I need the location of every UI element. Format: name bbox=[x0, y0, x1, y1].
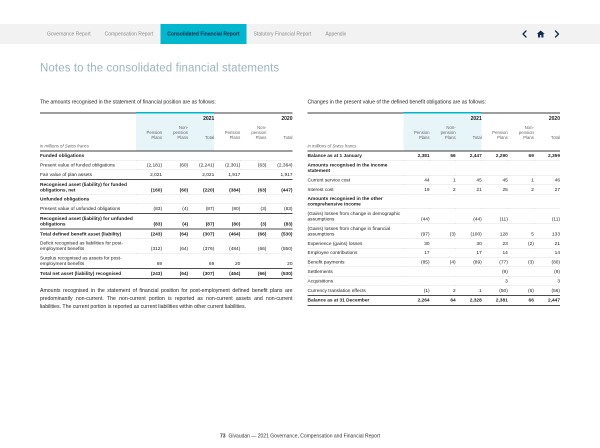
page-footer bbox=[0, 434, 600, 440]
row-label: (Gains) losses from change in demographic assumptions bbox=[308, 209, 404, 224]
cell-value: 14 bbox=[534, 248, 560, 257]
cell-value: (550) bbox=[266, 239, 292, 254]
cell-value: (384) bbox=[214, 179, 240, 194]
cell-value: (3) bbox=[508, 258, 534, 267]
unit-label: in millions of Swiss francs bbox=[40, 142, 136, 151]
cell-value: 14 bbox=[482, 248, 508, 257]
cell-value bbox=[508, 160, 534, 175]
cell-value: (243) bbox=[136, 229, 162, 239]
table-row bbox=[308, 194, 561, 209]
year-header: 2020 bbox=[214, 113, 292, 123]
table-row bbox=[40, 229, 293, 239]
footer-text: Givaudan — 2021 Governance, Compensation and Financial Report bbox=[228, 433, 381, 439]
content-columns bbox=[40, 100, 560, 312]
cell-value: (83) bbox=[136, 204, 162, 214]
row-label: Interest cost bbox=[308, 185, 404, 194]
cell-value bbox=[456, 276, 482, 285]
column-header: Non-pension Plans bbox=[430, 123, 456, 142]
column-header: Pension Plans bbox=[136, 123, 162, 142]
cell-value bbox=[456, 194, 482, 209]
cell-value: (97) bbox=[404, 224, 430, 239]
cell-value: 2,359 bbox=[534, 151, 560, 161]
cell-value: 2,381 bbox=[482, 295, 508, 305]
cell-value: 69 bbox=[188, 254, 214, 269]
cell-value bbox=[162, 195, 188, 204]
row-label: (Gains) losses from change in financial assumptions bbox=[308, 224, 404, 239]
cell-value: (530) bbox=[266, 269, 292, 279]
cell-value: 1 bbox=[508, 175, 534, 184]
cell-value: 23 bbox=[482, 239, 508, 248]
cell-value bbox=[430, 276, 456, 285]
cell-value: 45 bbox=[456, 175, 482, 184]
cell-value bbox=[482, 194, 508, 209]
cell-value: (85) bbox=[404, 258, 430, 267]
column-header: Total bbox=[550, 135, 560, 141]
table-row bbox=[40, 195, 293, 204]
cell-value bbox=[188, 151, 214, 161]
cell-value: 25 bbox=[482, 185, 508, 194]
row-label: Balance as at 1 January bbox=[308, 151, 404, 161]
cell-value: 2,021 bbox=[188, 170, 214, 180]
cell-value bbox=[508, 267, 534, 276]
column-header: Non-pension Plans bbox=[251, 125, 267, 141]
cell-value: 2,381 bbox=[404, 151, 430, 161]
row-label: Present value of funded obligations bbox=[40, 160, 136, 169]
table-row bbox=[308, 258, 561, 267]
cell-value bbox=[482, 160, 508, 175]
cell-value: (2,241) bbox=[188, 160, 214, 169]
cell-value: 45 bbox=[482, 175, 508, 184]
column-header: Non-pension Plans bbox=[518, 125, 534, 141]
table-row bbox=[308, 209, 561, 224]
cell-value: 20 bbox=[214, 254, 240, 269]
cell-value: 69 bbox=[136, 254, 162, 269]
cell-value: (77) bbox=[482, 258, 508, 267]
row-label: Total net asset (liability) recognised bbox=[40, 269, 136, 279]
column-header: Total bbox=[188, 123, 214, 142]
cell-value: 66 bbox=[508, 295, 534, 305]
column-header: Pension Plans bbox=[404, 123, 430, 142]
cell-value: 2 bbox=[430, 185, 456, 194]
year-header: 2021 bbox=[136, 113, 214, 123]
cell-value: (3) bbox=[240, 214, 266, 229]
cell-value: 17 bbox=[404, 248, 430, 257]
cell-value bbox=[508, 194, 534, 209]
cell-value bbox=[266, 195, 292, 204]
tab-governance-report[interactable]: Governance Report bbox=[47, 31, 91, 37]
table-row bbox=[308, 286, 561, 296]
cell-value: (80) bbox=[534, 258, 560, 267]
cell-value: (63) bbox=[240, 179, 266, 194]
cell-value: 1 bbox=[430, 175, 456, 184]
home-icon[interactable] bbox=[537, 30, 546, 38]
cell-value bbox=[404, 276, 430, 285]
cell-value: (83) bbox=[136, 214, 162, 229]
cell-value bbox=[162, 151, 188, 161]
cell-value: (66) bbox=[240, 239, 266, 254]
cell-value: 2,021 bbox=[136, 170, 162, 180]
cell-value: (44) bbox=[404, 209, 430, 224]
cell-value: 30 bbox=[456, 239, 482, 248]
table-row bbox=[308, 239, 561, 248]
cell-value: (307) bbox=[188, 269, 214, 279]
cell-value: (56) bbox=[534, 286, 560, 296]
cell-value: (63) bbox=[240, 160, 266, 169]
cell-value: 1,917 bbox=[266, 170, 292, 180]
cell-value: 30 bbox=[404, 239, 430, 248]
table-row bbox=[308, 160, 561, 175]
cell-value: 2,328 bbox=[456, 295, 482, 305]
cell-value bbox=[430, 194, 456, 209]
cell-value bbox=[430, 239, 456, 248]
cell-value: 19 bbox=[404, 185, 430, 194]
chevron-left-icon[interactable] bbox=[522, 30, 528, 38]
report-page bbox=[0, 24, 600, 448]
cell-value bbox=[456, 160, 482, 175]
row-label: Surplus recognised as assets for post-employment benefits bbox=[40, 254, 136, 269]
financial-position-table bbox=[40, 112, 293, 279]
cell-value: (66) bbox=[240, 229, 266, 239]
cell-value: (100) bbox=[456, 224, 482, 239]
cell-value: 3 bbox=[482, 276, 508, 285]
cell-value: (2,364) bbox=[266, 160, 292, 169]
cell-value bbox=[430, 248, 456, 257]
tab-appendix[interactable]: Appendix bbox=[325, 31, 347, 37]
table-row bbox=[40, 269, 293, 279]
row-label: Benefit payments bbox=[308, 258, 404, 267]
cell-value: (220) bbox=[188, 179, 214, 194]
cell-value bbox=[404, 160, 430, 175]
row-label: Present value of unfunded obligations bbox=[40, 204, 136, 214]
year-header: 2021 bbox=[404, 113, 482, 123]
cell-value: 128 bbox=[482, 224, 508, 239]
table-row bbox=[308, 185, 561, 194]
page-number: 73 bbox=[219, 433, 226, 439]
row-label: Funded obligations bbox=[40, 151, 136, 161]
cell-value bbox=[534, 160, 560, 175]
table-row bbox=[40, 204, 293, 214]
cell-value: (83) bbox=[266, 214, 292, 229]
financial-position-section bbox=[40, 100, 293, 312]
row-label: Settlements bbox=[308, 267, 404, 276]
cell-value: (9) bbox=[482, 267, 508, 276]
cell-value: (530) bbox=[266, 229, 292, 239]
column-header: Total bbox=[283, 135, 293, 141]
cell-value: (11) bbox=[534, 209, 560, 224]
cell-value: (376) bbox=[188, 239, 214, 254]
chevron-right-icon[interactable] bbox=[554, 30, 560, 38]
cell-value: (464) bbox=[214, 229, 240, 239]
cell-value: (4) bbox=[430, 258, 456, 267]
table-row bbox=[40, 160, 293, 169]
cell-value: 133 bbox=[534, 224, 560, 239]
cell-value: 20 bbox=[266, 254, 292, 269]
row-label: Recognised asset (liability) for funded obligations, net bbox=[40, 179, 136, 194]
row-label: Acquisitions bbox=[308, 276, 404, 285]
cell-value: (89) bbox=[456, 258, 482, 267]
cell-value: (3) bbox=[430, 224, 456, 239]
cell-value: (50) bbox=[482, 286, 508, 296]
cell-value: 66 bbox=[430, 151, 456, 161]
nav-icon-group bbox=[522, 24, 561, 44]
cell-value: 21 bbox=[456, 185, 482, 194]
cell-value: (9) bbox=[534, 267, 560, 276]
cell-value: 2,447 bbox=[534, 295, 560, 305]
table-row bbox=[308, 267, 561, 276]
row-label: Amounts recognised in the other comprehensive income bbox=[308, 194, 404, 209]
financial-position-paragraph: Amounts recognised in the statement of financial position for post-employment defined benefit plans are predominantly non-current. The non-current portion is reported as non-current assets and non-current liabilities. The current portion is reported as current liabilities within other current liabilities. bbox=[40, 288, 293, 310]
cell-value bbox=[404, 267, 430, 276]
table-row bbox=[40, 254, 293, 269]
table-row bbox=[308, 248, 561, 257]
row-label: Balance as at 31 December bbox=[308, 295, 404, 305]
cell-value bbox=[430, 209, 456, 224]
row-label: Currency translation effects bbox=[308, 286, 404, 296]
cell-value: 2 bbox=[508, 185, 534, 194]
cell-value bbox=[188, 195, 214, 204]
table-row bbox=[308, 151, 561, 161]
cell-value: (4) bbox=[162, 214, 188, 229]
cell-value: (80) bbox=[214, 214, 240, 229]
top-navigation bbox=[0, 24, 600, 44]
table-row bbox=[308, 175, 561, 184]
row-label: Employee contributions bbox=[308, 248, 404, 257]
cell-value: (44) bbox=[456, 209, 482, 224]
column-header: Pension Plans bbox=[492, 130, 508, 141]
cell-value: (60) bbox=[162, 179, 188, 194]
tab-statutory-financial-report[interactable]: Statutory Financial Report bbox=[253, 31, 312, 37]
cell-value: (160) bbox=[136, 179, 162, 194]
cell-value bbox=[136, 151, 162, 161]
cell-value: (60) bbox=[162, 160, 188, 169]
cell-value bbox=[214, 195, 240, 204]
column-header: Total bbox=[456, 123, 482, 142]
cell-value: (64) bbox=[162, 269, 188, 279]
financial-position-intro: The amounts recognised in the statement of financial position are as follows: bbox=[40, 99, 216, 105]
cell-value: (64) bbox=[162, 239, 188, 254]
cell-value: 2 bbox=[430, 286, 456, 296]
column-header: Pension Plans bbox=[224, 130, 241, 141]
table-row bbox=[308, 295, 561, 305]
row-label: Experience (gains) losses bbox=[308, 239, 404, 248]
cell-value: (64) bbox=[162, 229, 188, 239]
cell-value: (312) bbox=[136, 239, 162, 254]
cell-value bbox=[404, 194, 430, 209]
table-row bbox=[308, 224, 561, 239]
cell-value bbox=[456, 267, 482, 276]
cell-value: (307) bbox=[188, 229, 214, 239]
cell-value: (11) bbox=[482, 209, 508, 224]
cell-value: 2,447 bbox=[456, 151, 482, 161]
cell-value bbox=[266, 151, 292, 161]
cell-value bbox=[240, 195, 266, 204]
cell-value: (66) bbox=[240, 269, 266, 279]
cell-value bbox=[534, 194, 560, 209]
cell-value bbox=[136, 195, 162, 204]
tab-consolidated-financial-report[interactable]: Consolidated Financial Report bbox=[160, 24, 246, 44]
table-row bbox=[40, 179, 293, 194]
table-row bbox=[40, 239, 293, 254]
nav-tabs bbox=[40, 24, 353, 44]
cell-value: (83) bbox=[266, 204, 292, 214]
cell-value: (80) bbox=[214, 204, 240, 214]
cell-value: 17 bbox=[456, 248, 482, 257]
cell-value bbox=[162, 170, 188, 180]
cell-value: 21 bbox=[534, 239, 560, 248]
cell-value: 3 bbox=[534, 276, 560, 285]
cell-value: (87) bbox=[188, 214, 214, 229]
cell-value: 27 bbox=[534, 185, 560, 194]
cell-value bbox=[214, 151, 240, 161]
obligation-changes-table bbox=[308, 112, 561, 306]
page-title: Notes to the consolidated financial statements bbox=[40, 61, 280, 74]
cell-value: 44 bbox=[404, 175, 430, 184]
obligation-changes-section bbox=[308, 100, 561, 312]
row-label: Total defined benefit asset (liability) bbox=[40, 229, 136, 239]
row-label: Fair value of plan assets bbox=[40, 170, 136, 180]
cell-value: (2,301) bbox=[214, 160, 240, 169]
cell-value bbox=[430, 160, 456, 175]
year-header: 2020 bbox=[482, 113, 560, 123]
cell-value bbox=[240, 151, 266, 161]
tab-compensation-report[interactable]: Compensation Report bbox=[104, 31, 154, 37]
table-row bbox=[40, 214, 293, 229]
cell-value bbox=[162, 254, 188, 269]
cell-value: (6) bbox=[508, 286, 534, 296]
cell-value: (243) bbox=[136, 269, 162, 279]
cell-value bbox=[508, 209, 534, 224]
row-label: Current service cost bbox=[308, 175, 404, 184]
cell-value: 5 bbox=[508, 224, 534, 239]
cell-value: 1,917 bbox=[214, 170, 240, 180]
cell-value bbox=[508, 276, 534, 285]
obligation-changes-intro: Changes in the present value of the defined benefit obligations are as follows: bbox=[307, 99, 486, 105]
cell-value: (2,181) bbox=[136, 160, 162, 169]
cell-value: (4) bbox=[162, 204, 188, 214]
table-row bbox=[40, 151, 293, 161]
table-row bbox=[308, 276, 561, 285]
cell-value bbox=[430, 267, 456, 276]
row-label: Recognised asset (liability) for unfunded obligations bbox=[40, 214, 136, 229]
row-label: Deficit recognised as liabilities for post-employment benefits bbox=[40, 239, 136, 254]
row-label: Amounts recognised in the income statement bbox=[308, 160, 404, 175]
cell-value: (484) bbox=[214, 239, 240, 254]
row-label: Unfunded obligations bbox=[40, 195, 136, 204]
cell-value: 2,264 bbox=[404, 295, 430, 305]
cell-value: (2) bbox=[508, 239, 534, 248]
cell-value bbox=[240, 170, 266, 180]
cell-value: 69 bbox=[508, 151, 534, 161]
cell-value: 46 bbox=[534, 175, 560, 184]
cell-value: (1) bbox=[404, 286, 430, 296]
column-header: Non-pension Plans bbox=[162, 123, 188, 142]
cell-value: (447) bbox=[266, 179, 292, 194]
cell-value: 1 bbox=[456, 286, 482, 296]
cell-value bbox=[240, 254, 266, 269]
unit-label: in millions of Swiss francs bbox=[308, 142, 404, 151]
cell-value: (3) bbox=[240, 204, 266, 214]
table-row bbox=[40, 170, 293, 180]
cell-value: 2,290 bbox=[482, 151, 508, 161]
cell-value: (87) bbox=[188, 204, 214, 214]
cell-value: 64 bbox=[430, 295, 456, 305]
cell-value: (464) bbox=[214, 269, 240, 279]
cell-value bbox=[508, 248, 534, 257]
